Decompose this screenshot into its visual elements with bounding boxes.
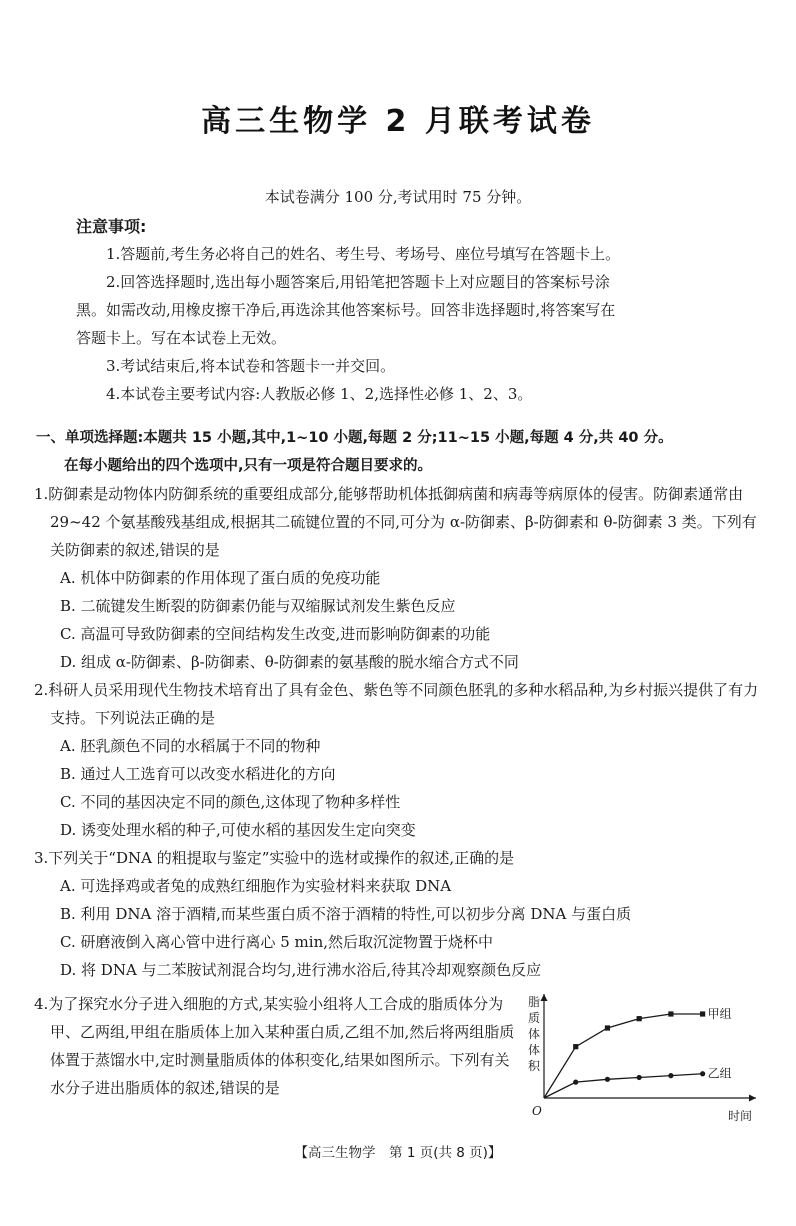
exam-info: 本试卷满分 100 分,考试用时 75 分钟。 bbox=[264, 188, 532, 206]
notice-list bbox=[76, 240, 716, 408]
data-point bbox=[700, 1071, 705, 1076]
question-3 bbox=[34, 844, 764, 984]
origin-label: O bbox=[532, 1104, 542, 1118]
volume-line-chart bbox=[528, 988, 768, 1128]
option-b: B. 利用 DNA 溶于酒精,而某些蛋白质不溶于酒精的特性,可以初步分离 DNA 与蛋白质 bbox=[60, 905, 632, 923]
question-stem: 4.为了探究水分子进入细胞的方式,某实验小组将人工合成的脂质体分为甲、乙两组,甲组在脂质体上加入某种蛋白质,乙组不加,然后将两组脂质体置于蒸馏水中,定时测量脂质体的体积变化,结果如图所示。下列有关水分子进出脂质体的叙述,错误的是 bbox=[34, 995, 515, 1097]
question-4 bbox=[34, 990, 522, 1102]
notice-heading: 注意事项: bbox=[76, 217, 147, 236]
question-1 bbox=[34, 480, 764, 676]
y-axis-label-char: 质 bbox=[528, 1011, 541, 1025]
data-point bbox=[637, 1075, 642, 1080]
y-axis-label-char: 积 bbox=[528, 1059, 541, 1073]
series-label: 乙组 bbox=[707, 1066, 732, 1081]
y-axis-label-char: 体 bbox=[528, 1027, 541, 1041]
page-footer: 【高三生物学 第 1 页(共 8 页)】 bbox=[294, 1145, 502, 1161]
y-axis-label bbox=[528, 994, 541, 1073]
notice-item: 黑。如需改动,用橡皮擦干净后,再选涂其他答案标号。回答非选择题时,将答案写在 bbox=[76, 301, 616, 319]
section-line-1: 一、单项选择题:本题共 15 小题,其中,1~10 小题,每题 2 分;11~15 小题,每题 4 分,共 40 分。 bbox=[36, 430, 673, 446]
series-label: 甲组 bbox=[707, 1007, 732, 1021]
series-line-2 bbox=[544, 1074, 703, 1098]
notice-item: 2.回答选择题时,选出每小题答案后,用铅笔把答题卡上对应题目的答案标号涂 bbox=[106, 273, 610, 291]
section-line-2: 在每小题给出的四个选项中,只有一项是符合题目要求的。 bbox=[64, 458, 433, 474]
notice-item: 4.本试卷主要考试内容:人教版必修 1、2,选择性必修 1、2、3。 bbox=[106, 385, 533, 403]
x-axis-label: 时间 bbox=[728, 1109, 753, 1123]
option-b: B. 二硫键发生断裂的防御素仍能与双缩脲试剂发生紫色反应 bbox=[60, 597, 456, 615]
notice-item: 3.考试结束后,将本试卷和答题卡一并交回。 bbox=[106, 357, 396, 375]
data-point bbox=[637, 1016, 642, 1021]
data-point bbox=[573, 1044, 578, 1049]
option-c: C. 高温可导致防御素的空间结构发生改变,进而影响防御素的功能 bbox=[60, 625, 491, 643]
question-2 bbox=[34, 676, 764, 844]
option-d: D. 将 DNA 与二苯胺试剂混合均匀,进行沸水浴后,待其冷却观察颜色反应 bbox=[60, 961, 542, 979]
question-stem: 3.下列关于“DNA 的粗提取与鉴定”实验中的选材或操作的叙述,正确的是 bbox=[34, 849, 515, 867]
data-point bbox=[573, 1080, 578, 1085]
y-axis-label-char: 脂 bbox=[528, 995, 541, 1009]
data-point bbox=[700, 1011, 705, 1016]
option-c: C. 研磨液倒入离心管中进行离心 5 min,然后取沉淀物置于烧杯中 bbox=[60, 933, 494, 951]
option-a: A. 可选择鸡或者兔的成熟红细胞作为实验材料来获取 DNA bbox=[60, 877, 452, 895]
option-d: D. 组成 α-防御素、β-防御素、θ-防御素的氨基酸的脱水缩合方式不同 bbox=[60, 653, 519, 671]
section-heading bbox=[36, 424, 786, 480]
option-d: D. 诱变处理水稻的种子,可使水稻的基因发生定向突变 bbox=[60, 821, 416, 839]
data-point bbox=[668, 1073, 673, 1078]
option-b: B. 通过人工选育可以改变水稻进化的方向 bbox=[60, 765, 336, 783]
option-c: C. 不同的基因决定不同的颜色,这体现了物种多样性 bbox=[60, 793, 401, 811]
data-point bbox=[605, 1077, 610, 1082]
page-title: 高三生物学 2 月联考试卷 bbox=[201, 104, 595, 139]
notice-item: 答题卡上。写在本试卷上无效。 bbox=[76, 329, 287, 347]
option-a: A. 机体中防御素的作用体现了蛋白质的免疫功能 bbox=[60, 569, 381, 587]
question-stem: 2.科研人员采用现代生物技术培育出了具有金色、紫色等不同颜色胚乳的多种水稻品种,为乡村振兴提供了有力支持。下列说法正确的是 bbox=[34, 681, 759, 727]
question-stem: 1.防御素是动物体内防御系统的重要组成部分,能够帮助机体抵御病菌和病毒等病原体的侵害。防御素通常由 29~42 个氨基酸残基组成,根据其二硫键位置的不同,可分为 α-防御素、β-防御素和 θ-防御素 3 类。下列有关防御素的叙述,错误的是 bbox=[34, 485, 757, 559]
notice-item: 1.答题前,考生务必将自己的姓名、考生号、考场号、座位号填写在答题卡上。 bbox=[106, 245, 621, 263]
y-axis-label-char: 体 bbox=[528, 1043, 541, 1057]
data-point bbox=[668, 1011, 673, 1016]
data-point bbox=[605, 1025, 610, 1030]
option-a: A. 胚乳颜色不同的水稻属于不同的物种 bbox=[60, 737, 321, 755]
